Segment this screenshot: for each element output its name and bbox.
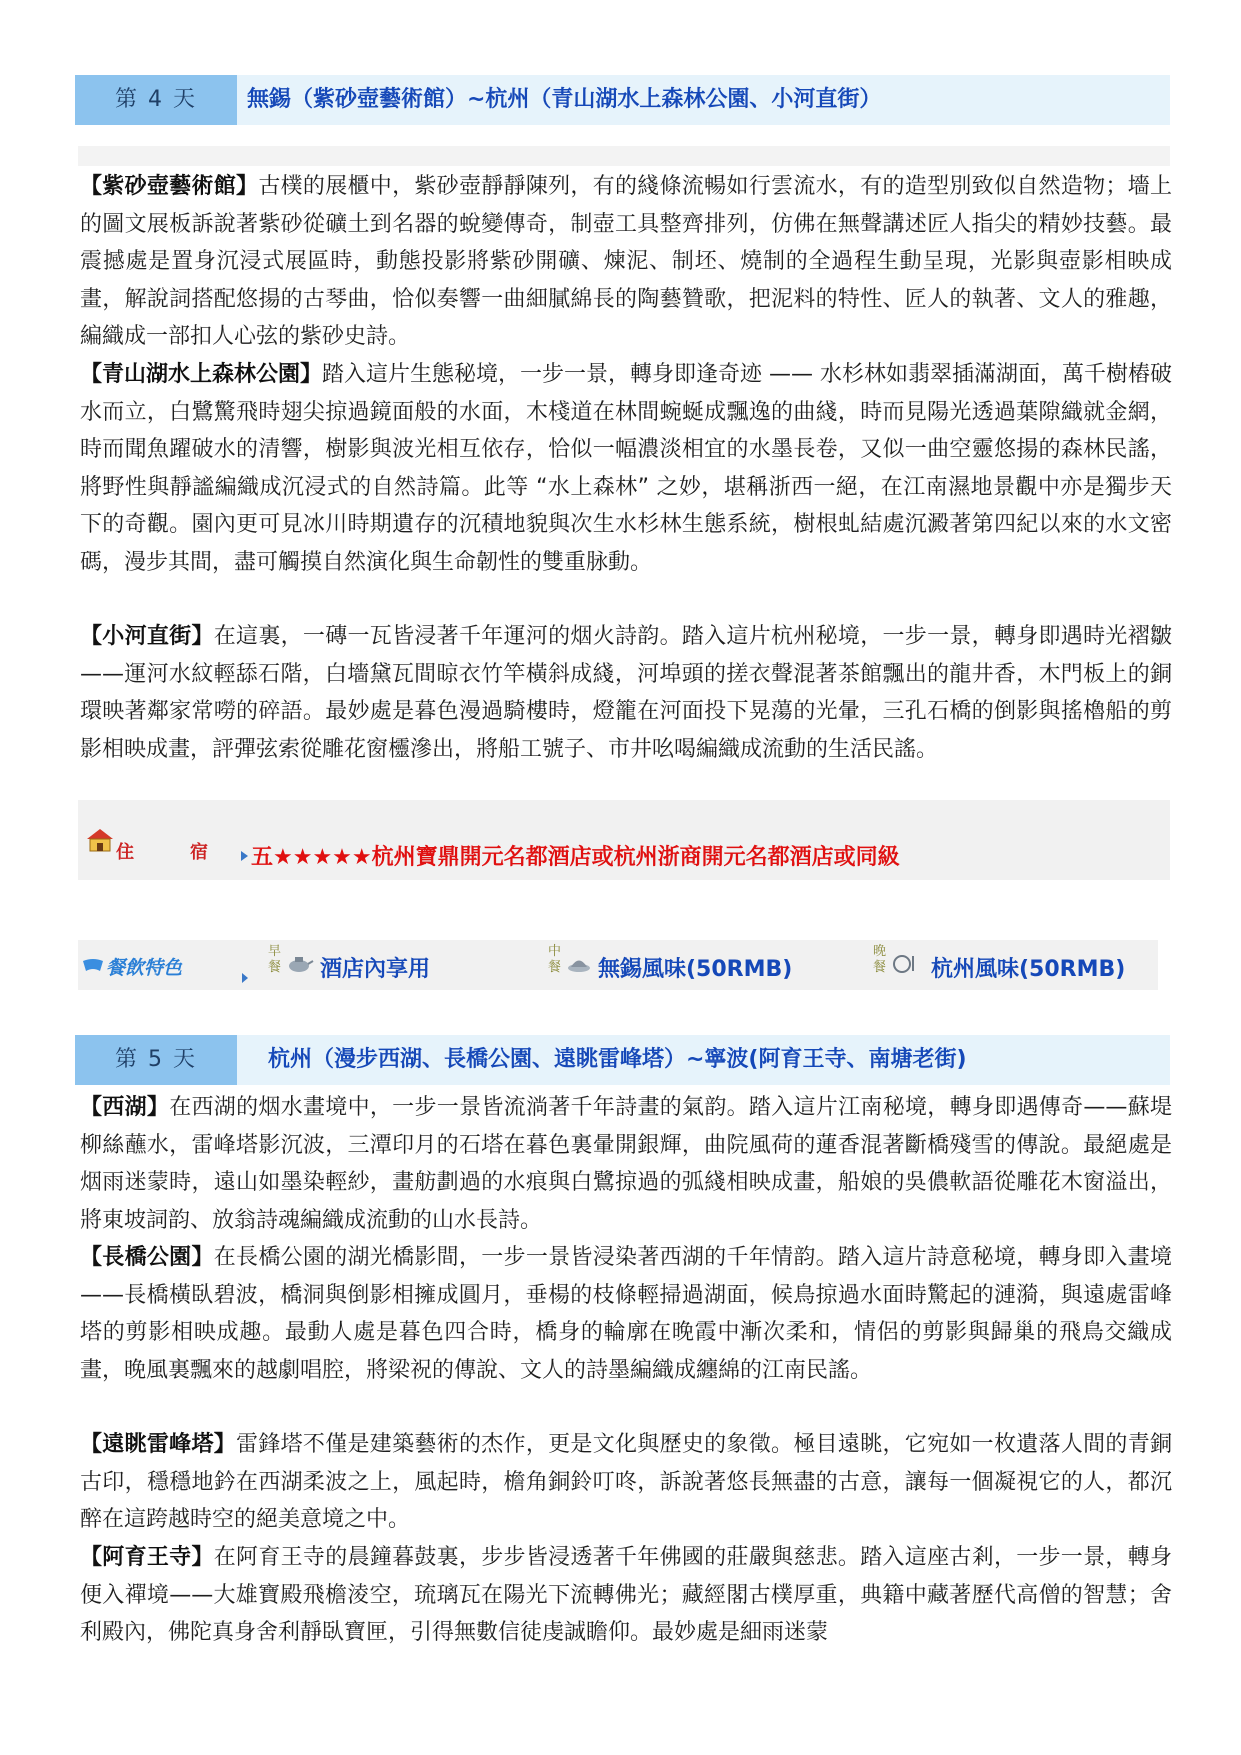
- day4-header: [75, 75, 1170, 125]
- day4-paragraph-2: 【青山湖水上森林公園】踏入這片生態秘境，一步一景，轉身即逢奇迹 —— 水杉林如翡翠插滿湖面，萬千樹樁破水而立，白鷺驚飛時翅尖掠過鏡面般的水面，木棧道在林間蜿蜒成飄逸的曲綫，時而見陽光透過葉隙織就金網，時而聞魚躍破水的清響，樹影與波光相互依存，恰似一幅濃淡相宜的水墨長卷，又似一曲空靈悠揚的森林民謠，將野性與靜謐編織成沉浸式的自然詩篇。此等 “水上森林” 之妙，堪稱浙西一絕，在江南濕地景觀中亦是獨步天下的奇觀。園內更可見冰川時期遺存的沉積地貌與次生水杉林生態系統，樹根虬結處沉澱著第四紀以來的水文密碼，漫步其間，盡可觸摸自然演化與生命韌性的雙重脉動。: [80, 362, 1173, 575]
- day5-title: 杭州（漫步西湖、長橋公園、遠眺雷峰塔）~寧波(阿育王寺、南塘老街): [268, 1047, 967, 1072]
- hotel-value: 五★★★★★杭州寶鼎開元名都酒店或杭州浙商開元名都酒店或同級: [251, 845, 900, 870]
- hotel-label-2: 宿: [190, 842, 208, 863]
- day5-header: [75, 1035, 1170, 1085]
- house-icon: [86, 828, 114, 856]
- meals-label: 餐飲特色: [106, 957, 183, 979]
- divider-bar: [78, 146, 1170, 166]
- breakfast-tag: 早餐: [268, 944, 282, 975]
- arrow-icon: [241, 851, 248, 861]
- plate-icon: [891, 952, 917, 978]
- breakfast-text: 酒店內享用: [320, 957, 431, 982]
- day5-paragraph-1: 【西湖】在西湖的烟水畫境中，一步一景皆流淌著千年詩畫的氣韵。踏入這片江南秘境，轉身即遇傳奇——蘇堤柳絲蘸水，雷峰塔影沉波，三潭印月的石塔在暮色裏暈開銀輝，曲院風荷的蓮香混著斷橋殘雪的傳說。最絕處是烟雨迷蒙時，遠山如墨染輕紗，畫舫劃過的水痕與白鷺掠過的弧綫相映成畫，船娘的吳儂軟語從雕花木窗溢出，將東坡詞韵、放翁詩魂編織成流動的山水長詩。: [80, 1095, 1172, 1233]
- day4-label: 第 4 天: [75, 75, 237, 125]
- day5-paragraph-4: 【阿育王寺】在阿育王寺的晨鐘暮鼓裏，步步皆浸透著千年佛國的莊嚴與慈悲。踏入這座古剎，一步一景，轉身便入禪境——大雄寶殿飛檐淩空，琉璃瓦在陽光下流轉佛光；藏經閣古樸厚重，典籍中藏著歷代高僧的智慧；舍利殿內，佛陀真身舍利靜臥寶匣，引得無數信徒虔誠瞻仰。最妙處是細雨迷蒙: [80, 1545, 1172, 1645]
- day4-paragraph-3: 【小河直街】在這裏，一磚一瓦皆浸著千年運河的烟火詩韵。踏入這片杭州秘境，一步一景，轉身即遇時光褶皺——運河水紋輕舔石階，白墻黛瓦間晾衣竹竿橫斜成綫，河埠頭的搓衣聲混著茶館飄出的龍井香，木門板上的銅環映著鄰家常嘮的碎語。最妙處是暮色漫過騎樓時，燈籠在河面投下晃蕩的光暈，三孔石橋的倒影與搖櫓船的剪影相映成畫，評彈弦索從雕花窗欞滲出，將船工號子、市井吆喝編織成流動的生活民謠。: [80, 624, 1172, 762]
- dinner-text: 杭州風味(50RMB): [931, 957, 1126, 982]
- day4-paragraph-1: 【紫砂壺藝術館】古樸的展櫃中，紫砂壺靜靜陳列，有的綫條流暢如行雲流水，有的造型別致似自然造物；墻上的圖文展板訴說著紫砂從礦土到名器的蛻變傳奇，制壺工具整齊排列，仿佛在無聲講述匠人指尖的精妙技藝。最震撼處是置身沉浸式展區時，動態投影將紫砂開礦、煉泥、制坯、燒制的全過程生動呈現，光影與壺影相映成畫，解說詞搭配悠揚的古琴曲，恰似奏響一曲細膩綿長的陶藝贊歌，把泥料的特性、匠人的執著、文人的雅趣，編織成一部扣人心弦的紫砂史詩。: [80, 174, 1172, 349]
- dish-icon: [566, 952, 592, 978]
- day5-paragraph-2: 【長橋公園】在長橋公園的湖光橋影間，一步一景皆浸染著西湖的千年情韵。踏入這片詩意秘境，轉身即入畫境——長橋橫臥碧波，橋洞與倒影相擁成圓月，垂楊的枝條輕掃過湖面，候鳥掠過水面時驚起的漣漪，與遠處雷峰塔的剪影相映成趣。最動人處是暮色四合時，橋身的輪廓在晚霞中漸次柔和，情侶的剪影與歸巢的飛鳥交織成畫，晚風裏飄來的越劇唱腔，將梁祝的傳說、文人的詩墨編織成纏綿的江南民謠。: [80, 1245, 1172, 1383]
- meals-row: [78, 940, 1158, 990]
- lunch-text: 無錫風味(50RMB): [598, 957, 793, 982]
- lunch-tag: 中餐: [548, 944, 562, 975]
- arrow-icon: [242, 973, 248, 983]
- day4-title: 無錫（紫砂壺藝術館）~杭州（青山湖水上森林公園、小河直街）: [247, 87, 882, 112]
- hotel-row: [78, 800, 1170, 880]
- day5-paragraph-3: 【遠眺雷峰塔】雷鋒塔不僅是建築藝術的杰作，更是文化與歷史的象徵。極目遠眺，它宛如一枚遺落人間的青銅古印，穩穩地鈐在西湖柔波之上，風起時，檐角銅鈴叮咚，訴說著悠長無盡的古意，讓每一個凝視它的人，都沉醉在這跨越時空的絕美意境之中。: [80, 1432, 1172, 1532]
- meals-icon: [82, 957, 104, 977]
- teapot-icon: [286, 952, 314, 978]
- dinner-tag: 晚餐: [873, 944, 887, 975]
- day5-label: 第 5 天: [75, 1035, 237, 1085]
- hotel-label-1: 住: [116, 842, 134, 863]
